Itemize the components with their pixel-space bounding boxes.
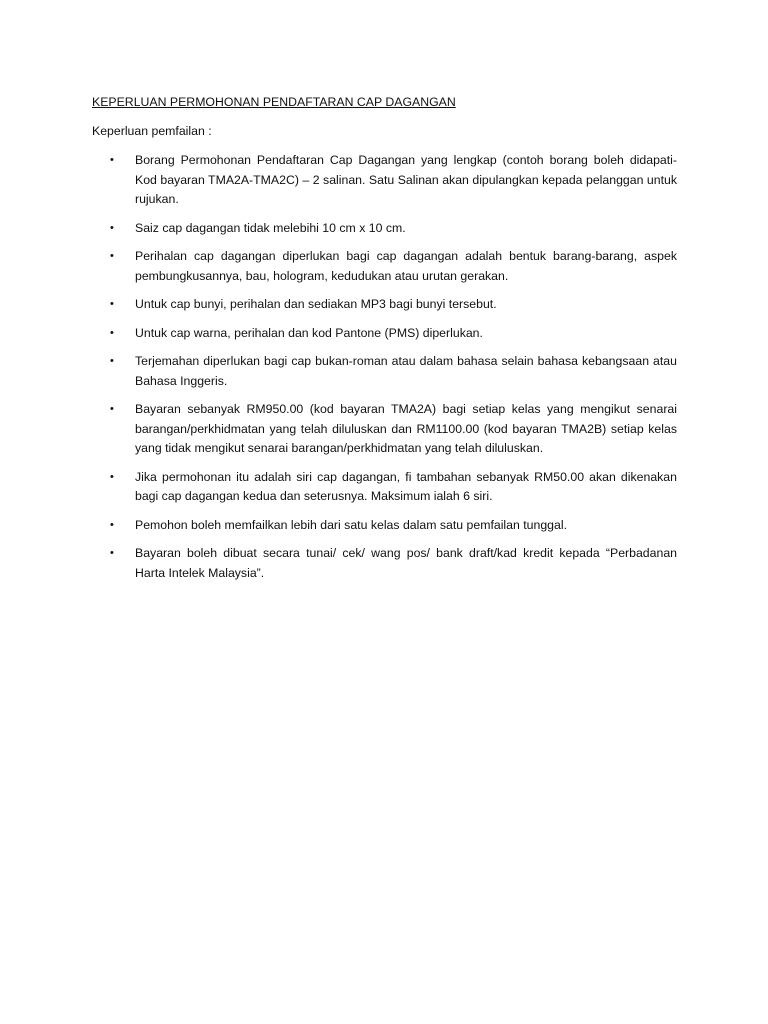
list-item-text: Bayaran boleh dibuat secara tunai/ cek/ wang pos/ bank draft/kad kredit kepada “Perbadanan Harta Intelek Malaysia”. (135, 546, 677, 580)
bullet-icon: • (110, 470, 114, 483)
bullet-icon: • (110, 326, 114, 339)
list-item (92, 352, 677, 391)
list-item-text: Untuk cap warna, perihalan dan kod Pantone (PMS) diperlukan. (135, 325, 483, 340)
list-item-text: Terjemahan diperlukan bagi cap bukan-roman atau dalam bahasa selain bahasa kebangsaan atau Bahasa Inggeris. (135, 354, 677, 388)
bullet-icon: • (110, 298, 114, 310)
document-body (92, 93, 677, 592)
bullet-icon: • (110, 221, 114, 234)
list-item-text: Pemohon boleh memfailkan lebih dari satu kelas dalam satu pemfailan tunggal. (135, 517, 568, 532)
list-item (92, 151, 677, 210)
list-item (92, 295, 677, 315)
bullet-icon: • (110, 355, 114, 367)
list-item-text: Saiz cap dagangan tidak melebihi 10 cm x 10 cm. (135, 220, 406, 235)
list-item (92, 324, 677, 344)
list-item (92, 516, 677, 536)
list-item (92, 400, 677, 459)
bullet-icon: • (110, 547, 114, 559)
list-item (92, 219, 677, 239)
requirements-list (92, 151, 677, 583)
list-item-text: Bayaran sebanyak RM950.00 (kod bayaran TMA2A) bagi setiap kelas yang mengikut senarai barangan/perkhidmatan yang telah diluluskan dan RM1100.00 (kod bayaran TMA2B) setiap kelas yang tidak mengikut senarai barangan/perkhidmatan yang telah diluluskan. (135, 402, 677, 455)
list-item-text: Jika permohonan itu adalah siri cap dagangan, fi tambahan sebanyak RM50.00 akan dikenakan bagi cap dagangan kedua dan seterusnya. Maksimum ialah 6 siri. (135, 469, 677, 503)
bullet-icon: • (110, 403, 114, 415)
bullet-icon: • (110, 154, 114, 166)
document-title: KEPERLUAN PERMOHONAN PENDAFTARAN CAP DAGANGAN (92, 95, 456, 109)
list-item-text: Perihalan cap dagangan diperlukan bagi cap dagangan adalah bentuk barang-barang, aspek pembungkusannya, bau, hologram, kedudukan atau urutan gerakan. (135, 249, 677, 283)
list-item-text: Untuk cap bunyi, perihalan dan sediakan MP3 bagi bunyi tersebut. (135, 297, 497, 311)
bullet-icon: • (110, 250, 114, 262)
list-item (92, 468, 677, 507)
list-item (92, 247, 677, 286)
section-subtitle: Keperluan pemfailan : (92, 123, 212, 138)
bullet-icon: • (110, 518, 114, 531)
list-item (92, 544, 677, 583)
list-item-text: Borang Permohonan Pendaftaran Cap Dagangan yang lengkap (contoh borang boleh didapati- Kod bayaran TMA2A-TMA2C) – 2 salinan. Satu Salinan akan dipulangkan kepada pelanggan untuk rujukan. (135, 153, 677, 206)
